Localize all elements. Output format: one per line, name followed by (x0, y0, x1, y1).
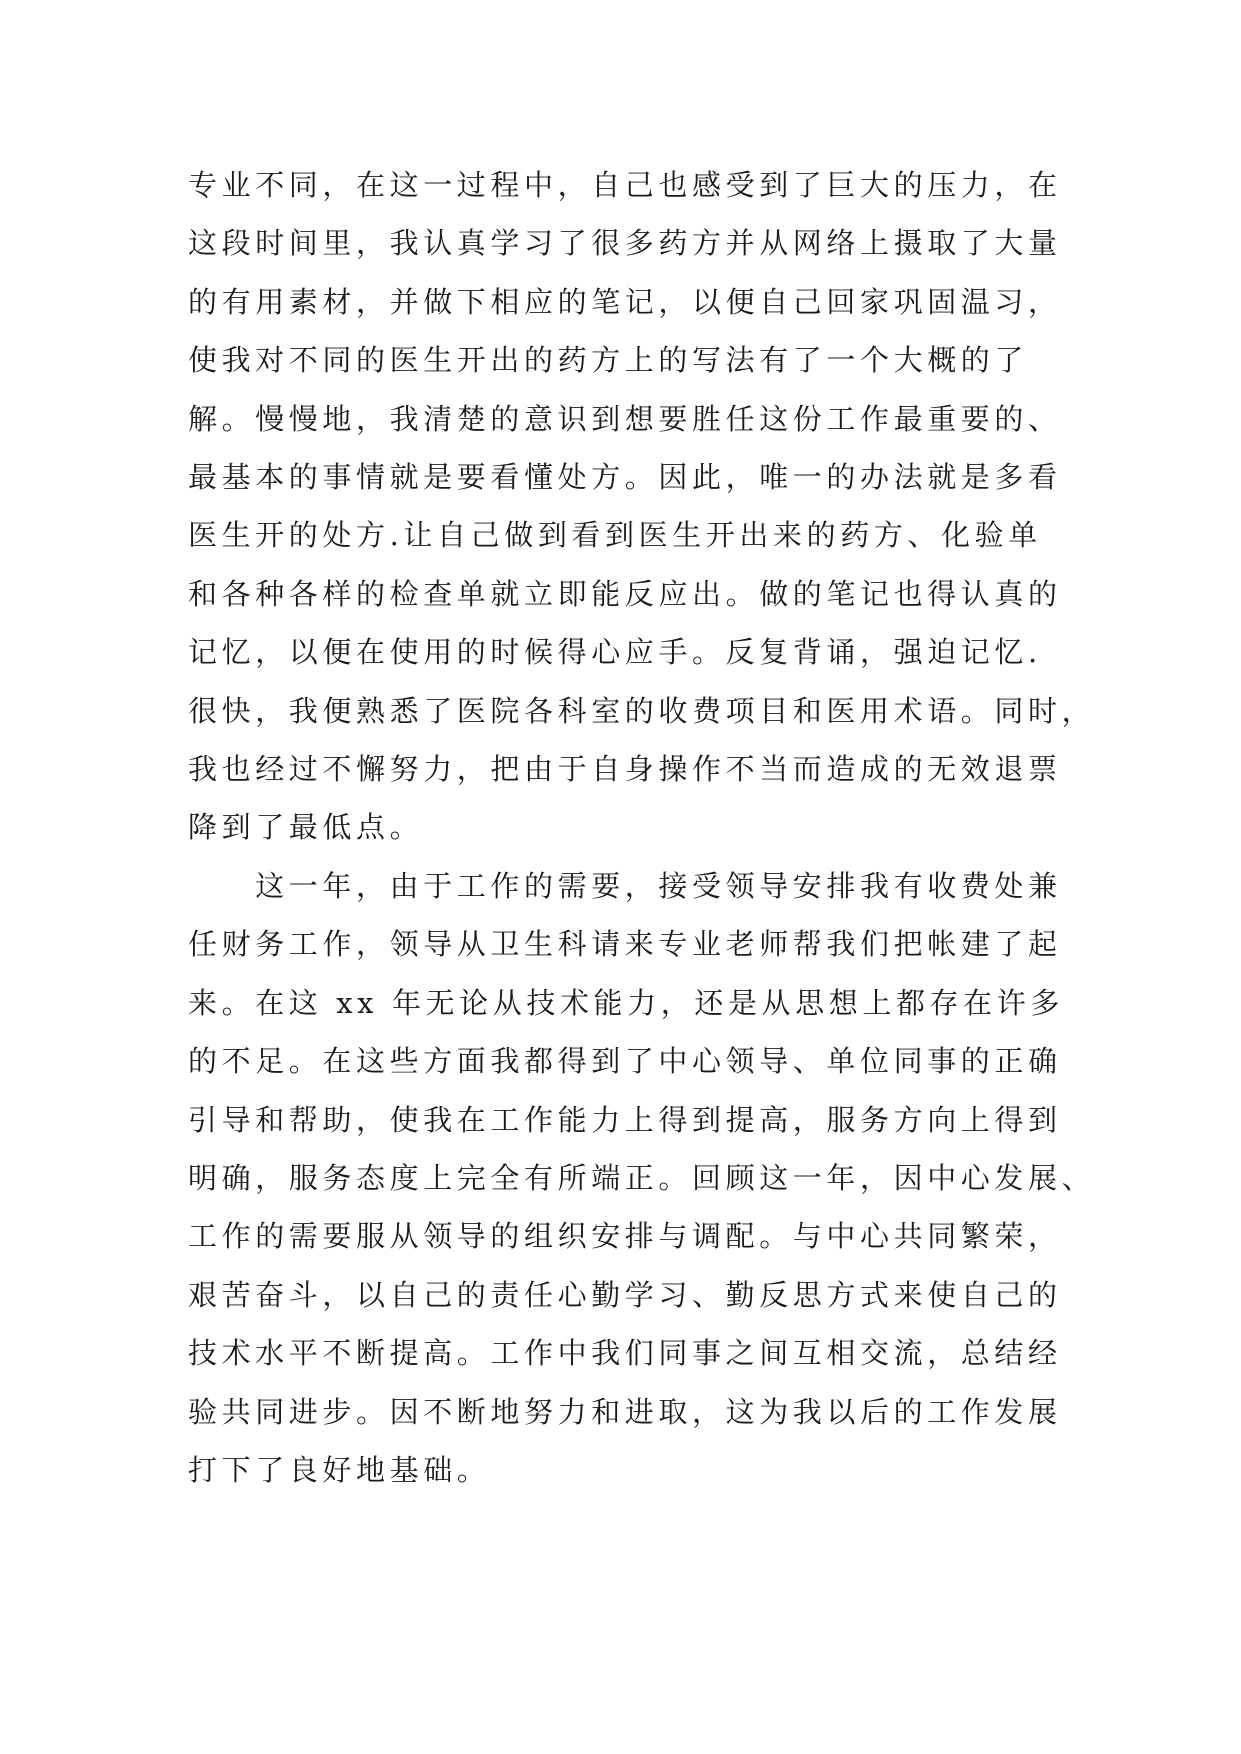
text-line: 医生开的处方.让自己做到看到医生开出来的药方、化验单 (188, 518, 1042, 553)
text-line: 记忆，以便在使用的时候得心应手。反复背诵，强迫记忆. (188, 635, 1042, 670)
text-line: 和各种各样的检查单就立即能反应出。做的笔记也得认真的 (188, 576, 1062, 611)
text-line: 使我对不同的医生开出的药方上的写法有了一个大概的了 (188, 343, 1029, 378)
text-line: 任财务工作，领导从卫生科请来专业老师帮我们把帐建了起 (188, 927, 1062, 962)
text-line: 专业不同，在这一过程中，自己也感受到了巨大的压力，在 (188, 168, 1062, 202)
text-line: 工作的需要服从领导的组织安排与调配。与中心共同繁荣， (188, 1219, 1062, 1254)
text-line: 技术水平不断提高。工作中我们同事之间互相交流，总结经 (188, 1336, 1062, 1371)
text-line: 这段时间里，我认真学习了很多药方并从网络上摄取了大量 (188, 226, 1062, 261)
text-line: 来。在这 xx 年无论从技术能力，还是从思想上都存在许多 (188, 985, 1064, 1020)
text-line: 很快，我便熟悉了医院各科室的收费项目和医用术语。同时， (188, 693, 1096, 728)
paragraph-1 (188, 156, 1096, 857)
text-line: 降到了最低点。 (188, 810, 424, 845)
text-line: 艰苦奋斗，以自己的责任心勤学习、勤反思方式来使自己的 (188, 1277, 1062, 1312)
text-line: 我也经过不懈努力，把由于自身操作不当而造成的无效退票 (188, 751, 1062, 786)
paragraph-2 (188, 857, 1096, 1499)
text-line: 解。慢慢地，我清楚的意识到想要胜任这份工作最重要的、 (188, 401, 1062, 436)
text-line: 的有用素材，并做下相应的笔记，以便自己回家巩固温习， (188, 284, 1062, 319)
text-line: 引导和帮助，使我在工作能力上得到提高，服务方向上得到 (188, 1102, 1062, 1137)
text-line: 打下了良好地基础。 (188, 1452, 491, 1487)
text-line: 最基本的事情就是要看懂处方。因此，唯一的办法就是多看 (188, 459, 1062, 494)
text-line: 的不足。在这些方面我都得到了中心领导、单位同事的正确 (188, 1044, 1062, 1079)
text-line: 这一年，由于工作的需要，接受领导安排我有收费处兼 (188, 869, 1062, 903)
text-line: 验共同进步。因不断地努力和进取，这为我以后的工作发展 (188, 1394, 1062, 1429)
text-line: 明确，服务态度上完全有所端正。回顾这一年，因中心发展、 (188, 1160, 1096, 1195)
